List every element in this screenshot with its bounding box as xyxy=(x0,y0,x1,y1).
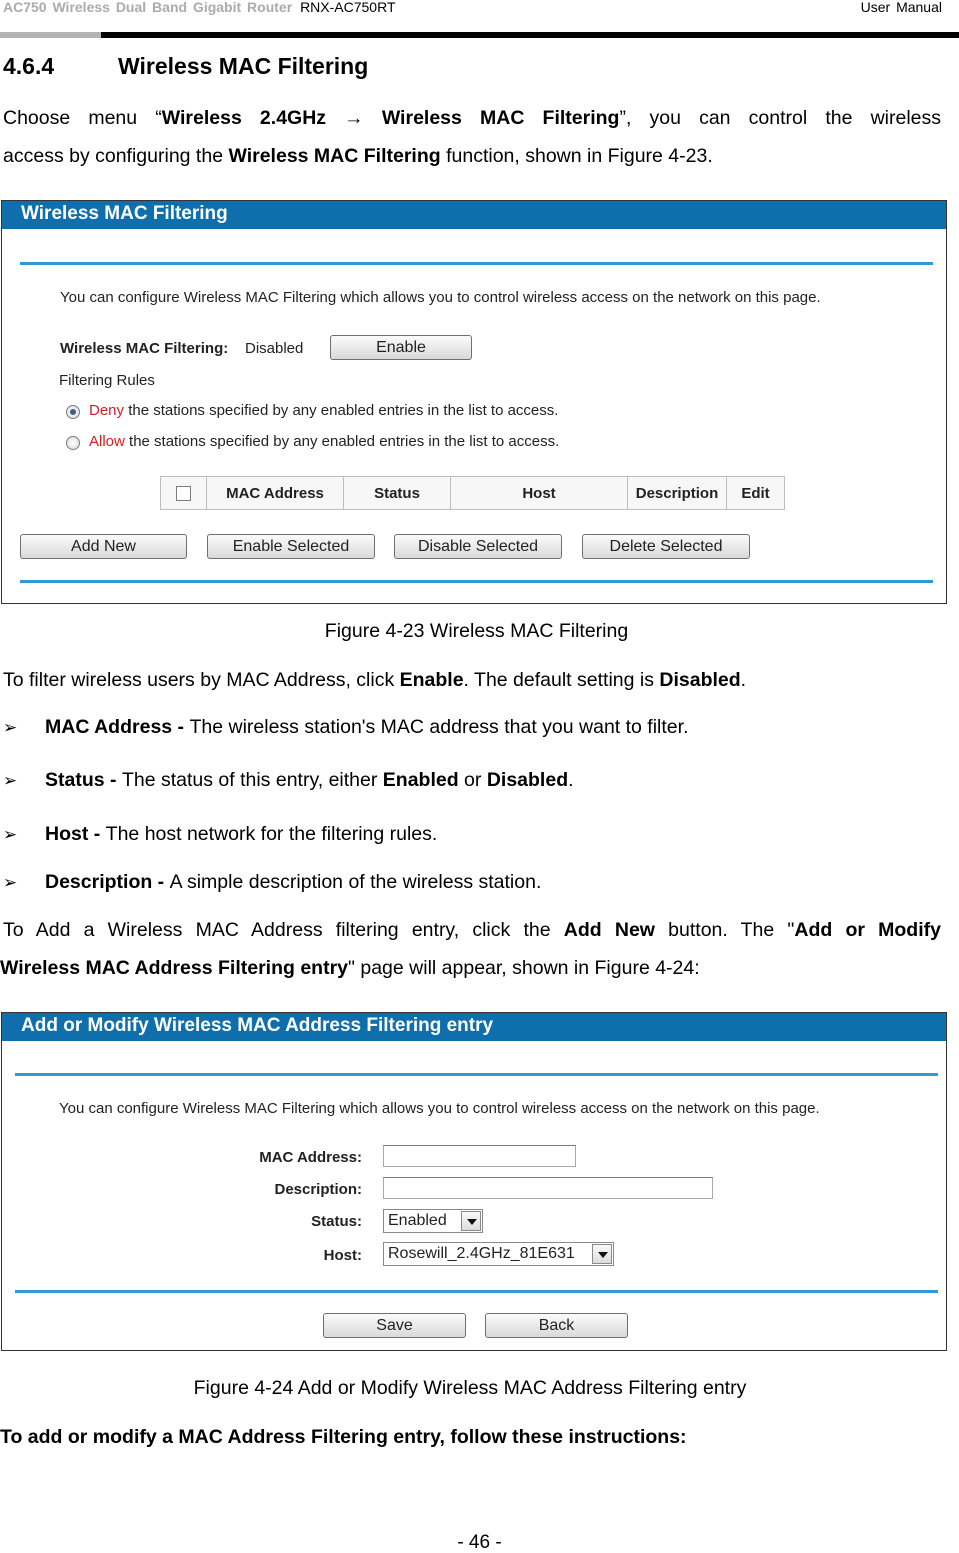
section-number: 4.6.4 xyxy=(3,53,55,79)
header-rule-black xyxy=(101,32,959,38)
figure1-title-bar: Wireless MAC Filtering xyxy=(2,201,946,229)
bullet-host: ➢ Host - The host network for the filtering rules. xyxy=(3,823,438,845)
model-number: RNX-AC750RT xyxy=(300,0,396,15)
figure2-title-bar: Add or Modify Wireless MAC Address Filtering entry xyxy=(2,1013,946,1041)
description-input[interactable] xyxy=(383,1177,713,1199)
page-header xyxy=(0,0,959,40)
add-new-button[interactable]: Add New xyxy=(20,534,187,559)
product-series: AC750 Wireless Dual Band Gigabit Router xyxy=(3,0,293,15)
enable-selected-button[interactable]: Enable Selected xyxy=(207,534,375,559)
filtering-label: Wireless MAC Filtering: xyxy=(60,340,229,357)
description-label: Description: xyxy=(274,1181,362,1198)
status-select[interactable] xyxy=(383,1209,483,1233)
col-description: Description xyxy=(628,477,727,510)
chevron-down-icon[interactable] xyxy=(592,1244,612,1264)
bullet-mac-address: ➢ MAC Address - The wireless station's MAC address that you want to filter. xyxy=(3,716,689,738)
host-label: Host: xyxy=(323,1247,362,1264)
bullet-description: ➢ Description - A simple description of the wireless station. xyxy=(3,871,542,893)
bullet-marker-icon: ➢ xyxy=(3,771,18,790)
intro-line-2: access by configuring the Wireless MAC Filtering function, shown in Figure 4-23. xyxy=(3,145,713,167)
filtering-status: Disabled xyxy=(245,340,304,357)
addnew-line-1: To Add a Wireless MAC Address filtering entry, click the Add New button. The "Add or Modify xyxy=(3,919,941,941)
col-host: Host xyxy=(451,477,628,510)
section-title: Wireless MAC Filtering xyxy=(118,53,369,79)
allow-radio[interactable] xyxy=(66,436,80,450)
status-select-value: Enabled xyxy=(388,1212,447,1229)
figure2-caption: Figure 4-24 Add or Modify Wireless MAC Address Filtering entry xyxy=(193,1377,747,1399)
addnew-line-2: Wireless MAC Address Filtering entry" page will appear, shown in Figure 4-24: xyxy=(0,957,700,979)
bullet-status: ➢ Status - The status of this entry, either Enabled or Disabled. xyxy=(3,769,574,791)
bullet-marker-icon: ➢ xyxy=(3,873,18,892)
bullet-marker-icon: ➢ xyxy=(3,825,18,844)
filtering-rules-label: Filtering Rules xyxy=(59,372,155,389)
select-all-cell xyxy=(161,477,207,510)
figure1-description: You can configure Wireless MAC Filtering which allows you to control wireless access on the network on this page. xyxy=(60,289,821,306)
col-mac-address: MAC Address xyxy=(207,477,344,510)
figure2-description: You can configure Wireless MAC Filtering which allows you to control wireless access on the network on this page. xyxy=(59,1100,820,1117)
select-all-checkbox[interactable] xyxy=(176,486,191,501)
table-header-row xyxy=(161,477,785,510)
mac-address-label: MAC Address: xyxy=(259,1149,362,1166)
deny-rule-text: Deny the stations specified by any enabled entries in the list to access. xyxy=(89,402,559,419)
figure1-bottom-rule xyxy=(20,580,933,583)
allow-rule-text: Allow the stations specified by any enabled entries in the list to access. xyxy=(89,433,560,450)
header-rule-grey xyxy=(0,32,101,38)
delete-selected-button[interactable]: Delete Selected xyxy=(582,534,750,559)
intro-line-1: Choose menu “Wireless 2.4GHz → Wireless MAC Filtering”, you can control the wireless xyxy=(3,107,941,129)
col-edit: Edit xyxy=(727,477,785,510)
col-status: Status xyxy=(344,477,451,510)
bullet-marker-icon: ➢ xyxy=(3,718,18,737)
status-label: Status: xyxy=(311,1213,362,1230)
figure2-bottom-rule xyxy=(15,1290,938,1293)
doc-type: User Manual xyxy=(860,0,942,15)
enable-button[interactable]: Enable xyxy=(330,335,472,360)
figure-wireless-mac-filtering xyxy=(1,200,947,604)
figure1-top-rule xyxy=(20,262,933,265)
disable-selected-button[interactable]: Disable Selected xyxy=(394,534,562,559)
enable-paragraph: To filter wireless users by MAC Address, click Enable. The default setting is Disabled. xyxy=(3,669,747,691)
save-button[interactable]: Save xyxy=(323,1313,466,1338)
figure2-top-rule xyxy=(15,1073,938,1076)
chevron-down-icon[interactable] xyxy=(461,1211,481,1231)
figure1-caption: Figure 4-23 Wireless MAC Filtering xyxy=(324,620,629,642)
back-button[interactable]: Back xyxy=(485,1313,628,1338)
instructions-heading: To add or modify a MAC Address Filtering entry, follow these instructions: xyxy=(0,1426,687,1448)
host-select[interactable] xyxy=(383,1242,614,1266)
mac-filter-table xyxy=(160,476,785,510)
host-select-value: Rosewill_2.4GHz_81E631 xyxy=(388,1245,575,1262)
mac-address-input[interactable] xyxy=(383,1145,576,1167)
deny-radio[interactable] xyxy=(66,405,80,419)
figure-add-modify-entry xyxy=(1,1012,947,1351)
page-number: - 46 - xyxy=(457,1532,502,1553)
